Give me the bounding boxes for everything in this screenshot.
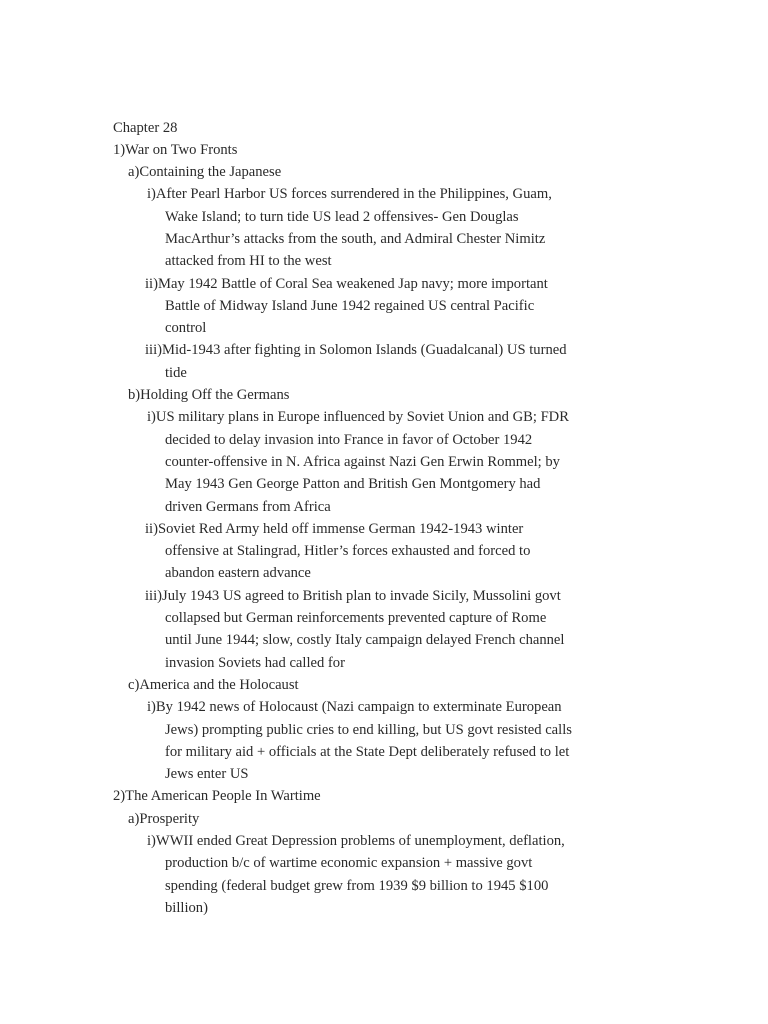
outline-item-continuation: production b/c of wartime economic expansion + massive govt	[165, 855, 533, 872]
outline-item: i)WWII ended Great Depression problems of unemployment, deflation,	[147, 833, 565, 849]
outline-lines	[0, 139, 768, 919]
outline-item: iii)Mid-1943 after fighting in Solomon Islands (Guadalcanal) US turned	[145, 342, 567, 359]
outline-item-continuation: attacked from HI to the west	[165, 253, 332, 270]
outline-item: i)By 1942 news of Holocaust (Nazi campaign to exterminate European	[147, 699, 562, 716]
outline-item-continuation: offensive at Stalingrad, Hitler’s forces exhausted and forced to	[165, 543, 531, 560]
outline-item-continuation: driven Germans from Africa	[165, 498, 331, 515]
section-heading: 1)War on Two Fronts	[113, 141, 238, 158]
outline-item-continuation: invasion Soviets had called for	[165, 654, 345, 671]
outline-item: ii)May 1942 Battle of Coral Sea weakened Jap navy; more important	[145, 275, 548, 292]
outline-item-continuation: collapsed but German reinforcements prevented capture of Rome	[165, 610, 547, 627]
outline-item-continuation: Jews) prompting public cries to end killing, but US govt resisted calls	[165, 721, 572, 738]
outline-item: ii)Soviet Red Army held off immense German 1942-1943 winter	[145, 520, 524, 537]
outline-item-continuation: abandon eastern advance	[165, 565, 311, 582]
subsection-heading: b)Holding Off the Germans	[128, 387, 290, 404]
outline-item-continuation: control	[165, 320, 207, 337]
chapter-title: Chapter 28	[113, 119, 178, 136]
outline-item-continuation: until June 1944; slow, costly Italy campaign delayed French channel	[165, 632, 565, 649]
subsection-heading: a)Prosperity	[128, 810, 200, 827]
outline-item-continuation: tide	[165, 364, 187, 381]
outline-item-continuation: decided to delay invasion into France in favor of October 1942	[165, 431, 533, 448]
subsection-heading: c)America and the Holocaust	[128, 676, 299, 693]
outline-item-continuation: MacArthur’s attacks from the south, and Admiral Chester Nimitz	[165, 230, 546, 247]
outline-item-continuation: Jews enter US	[165, 766, 249, 783]
subsection-heading: a)Containing the Japanese	[128, 164, 282, 181]
section-heading: 2)The American People In Wartime	[113, 788, 321, 805]
outline-item-continuation: billion)	[165, 899, 208, 916]
outline-item-continuation: spending (federal budget grew from 1939 $9 billion to 1945 $100	[165, 877, 549, 894]
outline-item-continuation: Wake Island; to turn tide US lead 2 offensives- Gen Douglas	[165, 208, 519, 225]
outline-item-continuation: counter-offensive in N. Africa against Nazi Gen Erwin Rommel; by	[165, 453, 560, 470]
outline-item: i)US military plans in Europe influenced by Soviet Union and GB; FDR	[147, 409, 569, 426]
outline-item-continuation: for military aid + officials at the State Dept deliberately refused to let	[165, 743, 570, 760]
outline-item: iii)July 1943 US agreed to British plan to invade Sicily, Mussolini govt	[145, 587, 561, 604]
chapter-outline	[0, 117, 768, 920]
outline-item-continuation: May 1943 Gen George Patton and British Gen Montgomery had	[165, 476, 541, 493]
outline-item: i)After Pearl Harbor US forces surrendered in the Philippines, Guam,	[147, 186, 552, 203]
outline-item-continuation: Battle of Midway Island June 1942 regained US central Pacific	[165, 297, 535, 314]
